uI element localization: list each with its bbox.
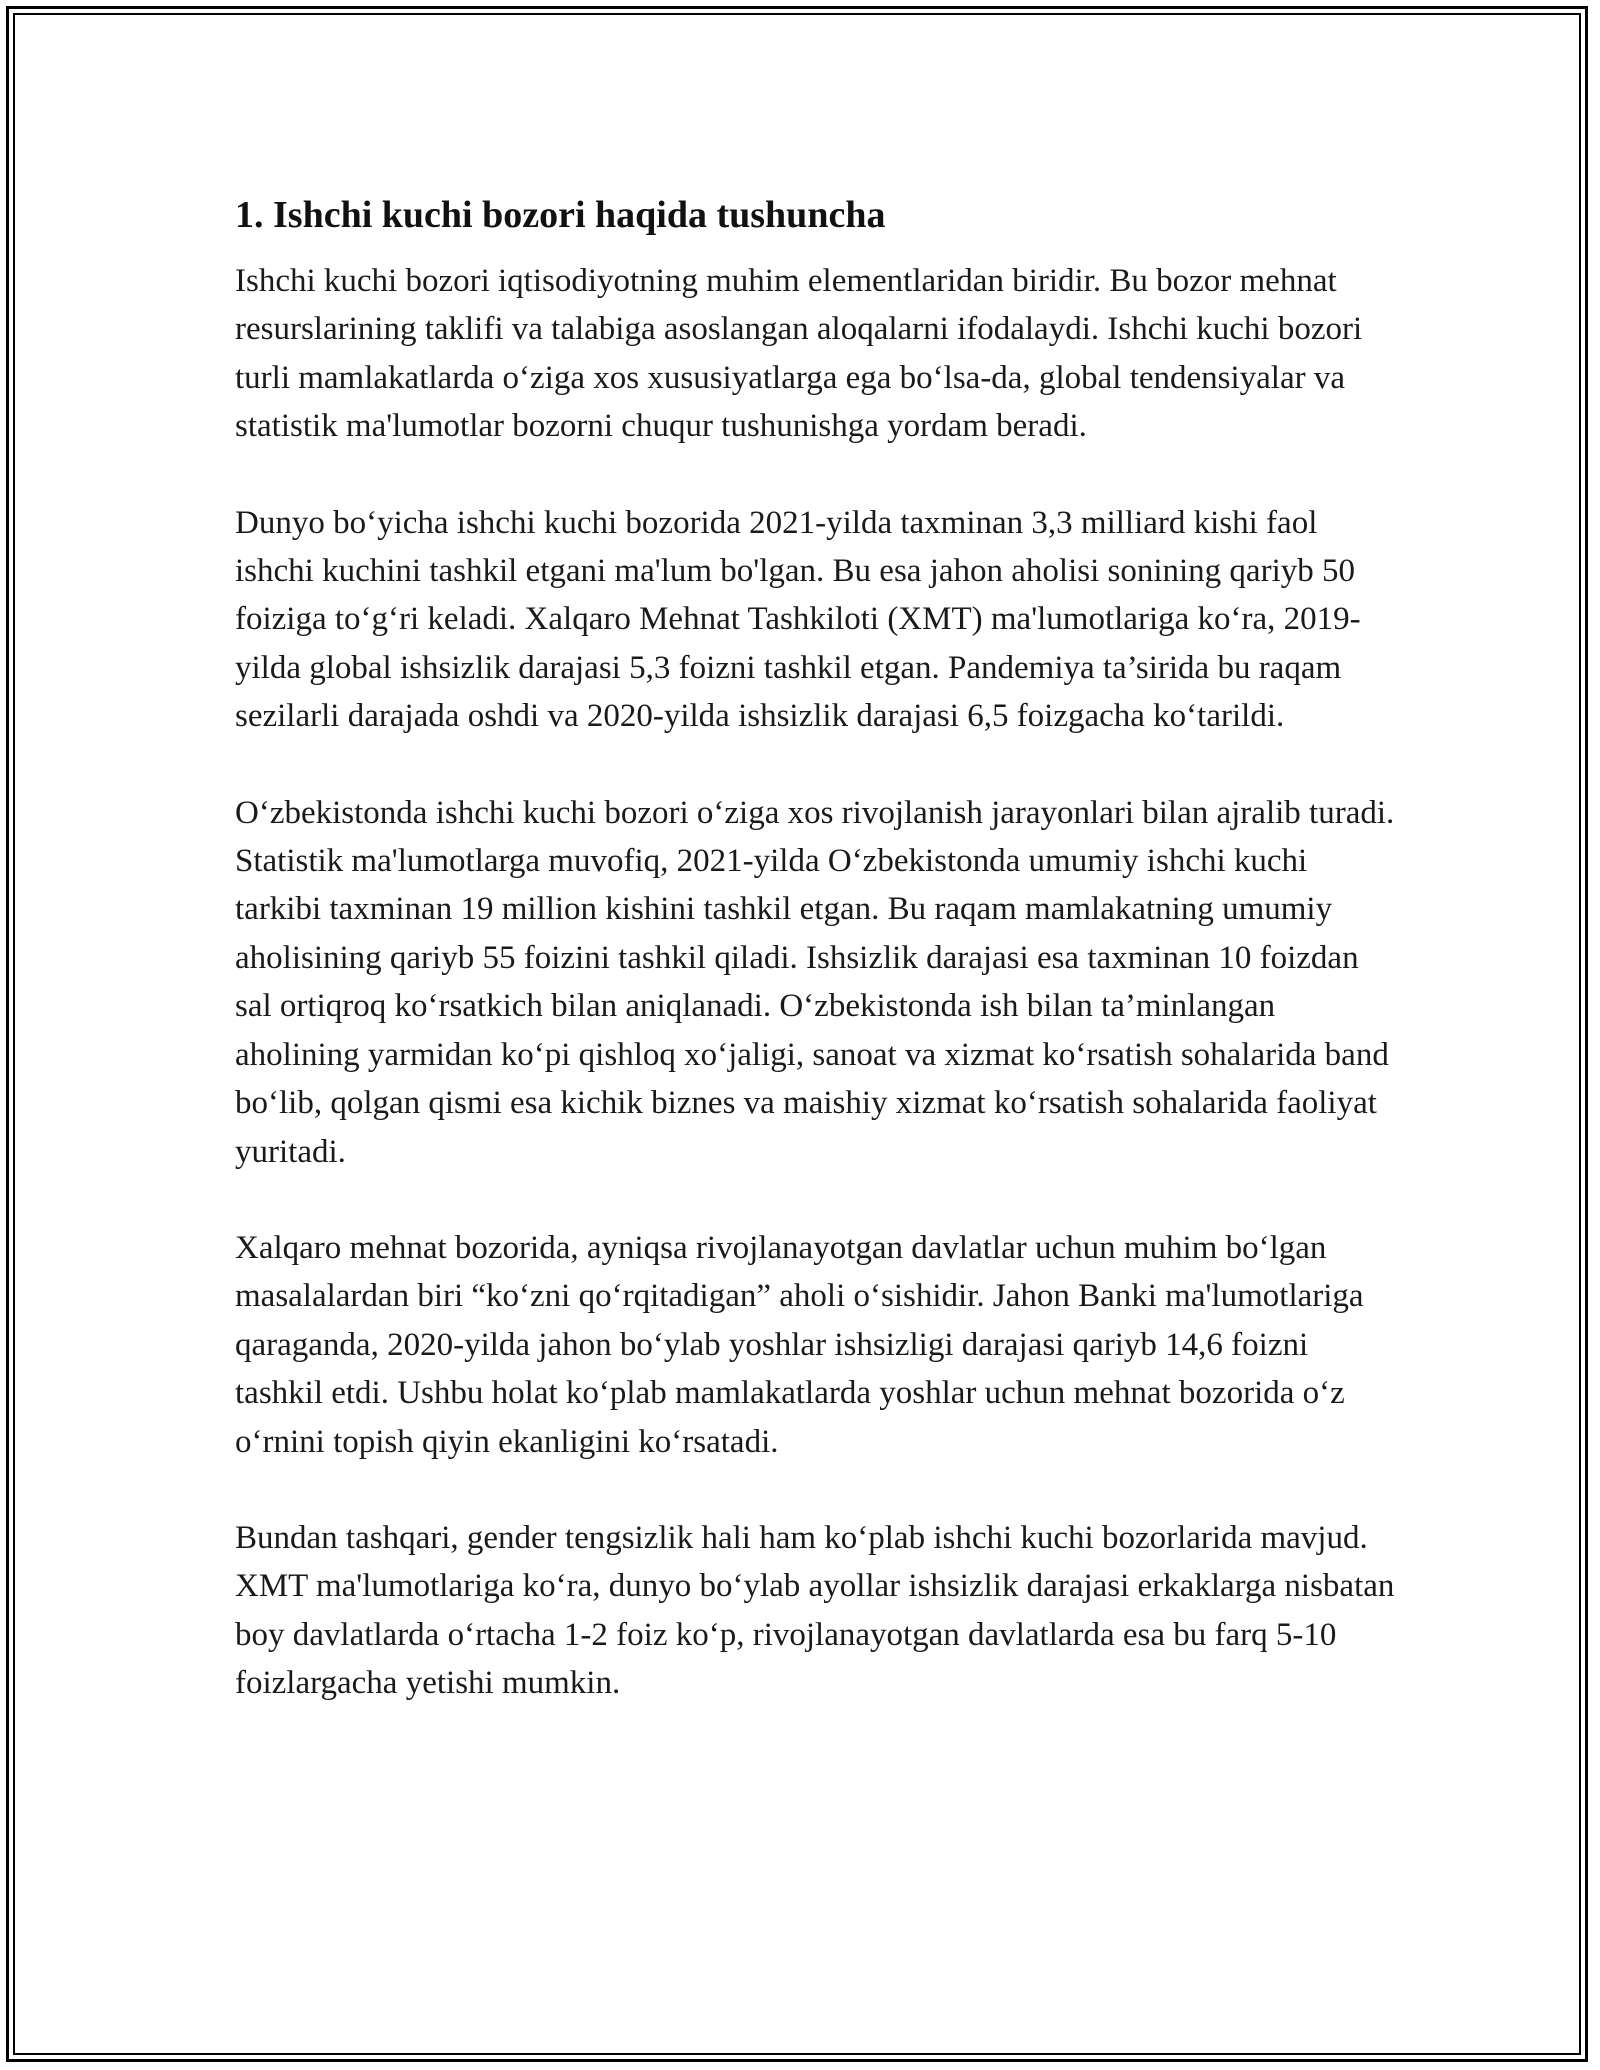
paragraph-intro: Ishchi kuchi bozori iqtisodiyotning muhim elementlaridan biridir. Bu bozor mehnat resurslarining taklifi va talabiga asoslangan aloqalarni ifodalaydi. Ishchi kuchi bozori turli mamlakatlarda o‘ziga xos xususiyatlarga ega bo‘lsa-da, global tendensiyalar va statistik ma'lumotlar bozorni chuqur tushunishga yordam beradi.	[235, 263, 1363, 445]
paragraph-world-labor: Dunyo bo‘yicha ishchi kuchi bozorida 2021-yilda taxminan 3,3 milliard kishi faol ishchi kuchini tashkil etgani ma'lum bo'lgan. Bu esa jahon aholisi sonining qariyb 50 foiziga to‘g‘ri keladi. Xalqaro Mehnat Tashkiloti (XMT) ma'lumotlariga ko‘ra, 2019-yilda global ishsizlik darajasi 5,3 foizni tashkil etgan. Pandemiya ta’sirida bu raqam sezilarli darajada oshdi va 2020-yilda ishsizlik darajasi 6,5 foizgacha ko‘tarildi.	[235, 504, 1361, 735]
section-heading: 1. Ishchi kuchi bozori haqida tushuncha	[235, 194, 886, 236]
document-body	[235, 187, 1395, 1756]
paragraph-youth-unemployment: Xalqaro mehnat bozorida, ayniqsa rivojlanayotgan davlatlar uchun muhim bo‘lgan masalalardan biri “ko‘zni qo‘rqitadigan” aholi o‘sishidir. Jahon Banki ma'lumotlariga qaraganda, 2020-yilda jahon bo‘ylab yoshlar ishsizligi darajasi qariyb 14,6 foizni tashkil etdi. Ushbu holat ko‘plab mamlakatlarda yoshlar uchun mehnat bozorida o‘z o‘rnini topish qiyin ekanligini ko‘rsatadi.	[235, 1229, 1364, 1460]
paragraph-gender-inequality: Bundan tashqari, gender tengsizlik hali ham ko‘plab ishchi kuchi bozorlarida mavjud. XMT ma'lumotlariga ko‘ra, dunyo bo‘ylab ayollar ishsizlik darajasi erkaklarga nisbatan boy davlatlarda o‘rtacha 1-2 foiz ko‘p, rivojlanayotgan davlatlarda esa bu farq 5-10 foizlargacha yetishi mumkin.	[235, 1519, 1395, 1702]
paragraph-uzbekistan: O‘zbekistonda ishchi kuchi bozori o‘ziga xos rivojlanish jarayonlari bilan ajralib turadi. Statistik ma'lumotlarga muvofiq, 2021-yilda O‘zbekistonda umumiy ishchi kuchi tarkibi taxminan 19 million kishini tashkil etgan. Bu raqam mamlakatning umumiy aholisining qariyb 55 foizini tashkil qiladi. Ishsizlik darajasi esa taxminan 10 foizdan sal ortiqroq ko‘rsatkich bilan aniqlanadi. O‘zbekistonda ish bilan ta’minlangan aholining yarmidan ko‘pi qishloq xo‘jaligi, sanoat va xizmat ko‘rsatish sohalarida band bo‘lib, qolgan qismi esa kichik biznes va maishiy xizmat ko‘rsatish sohalarida faoliyat yuritadi.	[235, 794, 1395, 1170]
